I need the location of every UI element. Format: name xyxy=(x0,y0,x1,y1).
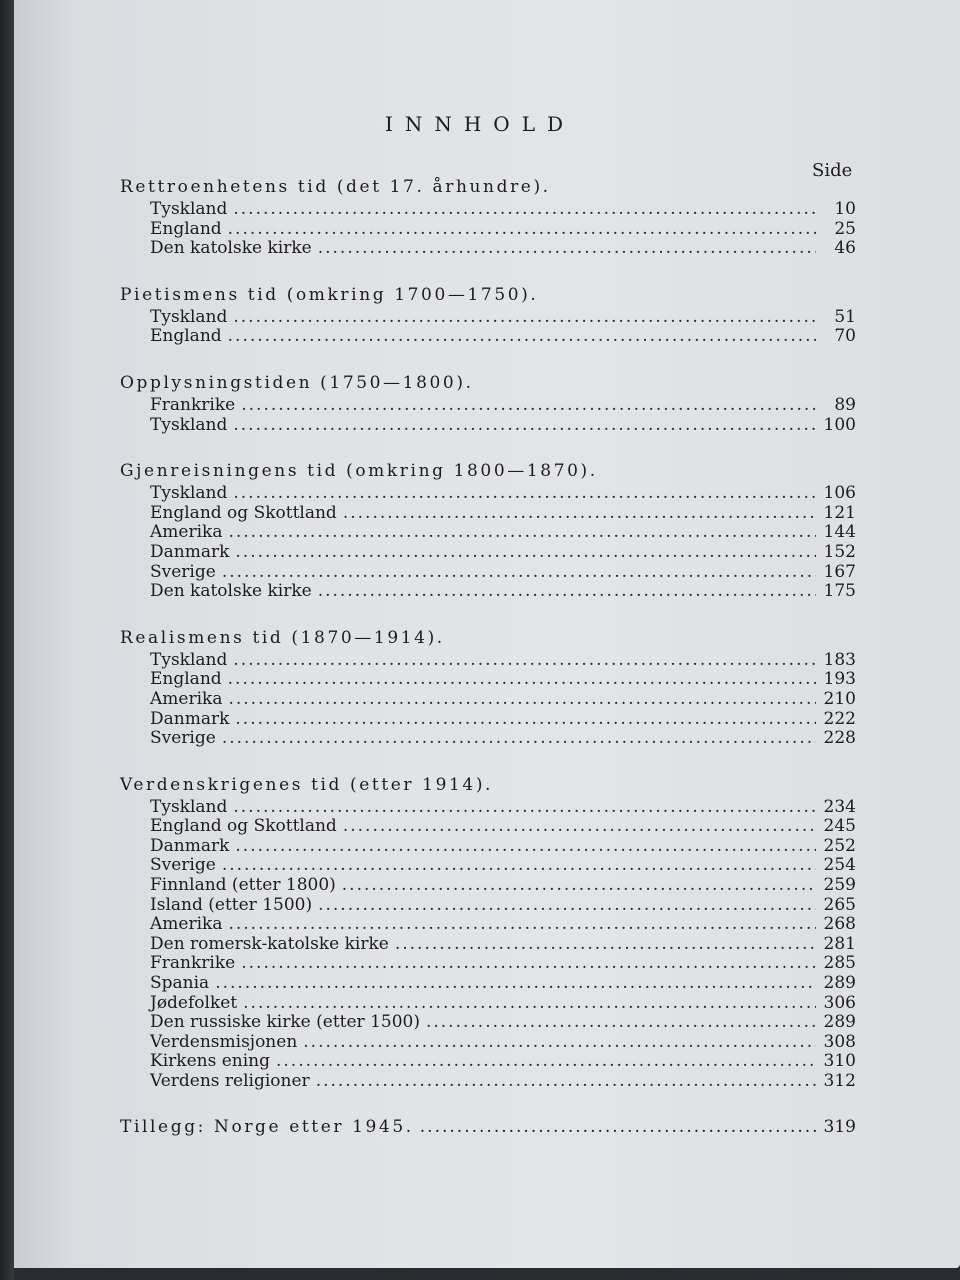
entry-label: Tyskland xyxy=(150,649,228,670)
entry-page-number: 285 xyxy=(823,953,856,974)
entry-page-number: 312 xyxy=(823,1071,856,1091)
entry-page-number: 259 xyxy=(823,875,856,896)
dot-leader xyxy=(233,651,816,671)
toc-section xyxy=(120,772,856,1092)
toc-entry xyxy=(120,582,856,602)
entry-page-number: 310 xyxy=(823,1051,856,1072)
entry-label: Sverige xyxy=(150,561,216,582)
entry-label: Den katolske kirke xyxy=(150,581,312,602)
dot-leader xyxy=(215,974,816,994)
dot-leader xyxy=(235,710,816,730)
dot-leader xyxy=(343,817,816,837)
dot-leader xyxy=(228,327,816,347)
entry-page-number: 144 xyxy=(823,522,856,543)
entry-label: Amerika xyxy=(150,522,223,543)
entry-label: England og Skottland xyxy=(150,816,337,837)
entry-label: Tyskland xyxy=(150,483,228,504)
toc-entry xyxy=(120,710,856,730)
entry-label: Kirkens ening xyxy=(150,1051,270,1072)
dot-leader xyxy=(395,935,816,955)
toc-entry xyxy=(120,543,856,563)
toc-entry xyxy=(120,1033,856,1053)
toc-entry xyxy=(120,220,856,240)
toc-entry xyxy=(120,504,856,524)
entry-page-number: 183 xyxy=(823,649,856,670)
toc-appendix-entry xyxy=(120,1115,856,1139)
entry-label: Verdensmisjonen xyxy=(150,1031,298,1052)
dot-leader xyxy=(420,1115,816,1139)
toc-entry xyxy=(120,484,856,504)
dot-leader xyxy=(318,239,816,259)
entry-page-number: 167 xyxy=(823,561,856,582)
entry-label: Danmark xyxy=(150,541,230,562)
entry-page-number: 281 xyxy=(823,933,856,954)
section-title: Rettroenhetens tid (det 17. århundre). xyxy=(120,177,551,197)
section-title: Pietismens tid (omkring 1700—1750). xyxy=(120,284,539,305)
appendix-label: Tillegg: Norge etter 1945. xyxy=(120,1116,414,1137)
toc-entry xyxy=(120,416,856,436)
dot-leader xyxy=(233,416,816,436)
section-title: Opplysningstiden (1750—1800). xyxy=(120,372,474,393)
entry-page-number: 89 xyxy=(834,394,856,415)
entry-page-number: 193 xyxy=(823,669,856,690)
entry-label: England og Skottland xyxy=(150,502,337,523)
entry-label: Danmark xyxy=(150,708,230,729)
toc-entry xyxy=(120,308,856,328)
entry-page-number: 46 xyxy=(834,238,856,259)
entry-page-number: 268 xyxy=(823,914,856,935)
dot-leader xyxy=(426,1013,816,1033)
entry-label: England xyxy=(150,326,222,347)
entry-page-number: 306 xyxy=(823,992,856,1013)
side-column-label: Side xyxy=(812,160,853,181)
entry-label: Sverige xyxy=(150,728,216,749)
entry-label: Island (etter 1500) xyxy=(150,894,313,915)
dot-leader xyxy=(243,994,816,1014)
section-title: Realismens tid (1870—1914). xyxy=(120,627,445,648)
entry-page-number: 106 xyxy=(823,483,856,504)
toc-entry xyxy=(120,817,856,837)
dot-leader xyxy=(235,543,816,563)
toc-entry xyxy=(120,798,856,818)
dot-leader xyxy=(343,504,816,524)
toc-section xyxy=(120,174,856,259)
toc-entry xyxy=(120,729,856,749)
toc-entry xyxy=(120,994,856,1014)
dot-leader xyxy=(342,876,816,896)
entry-page-number: 228 xyxy=(823,728,856,749)
entry-label: Amerika xyxy=(150,688,223,709)
dot-leader xyxy=(228,220,816,240)
toc-entry xyxy=(120,974,856,994)
toc-entry xyxy=(120,523,856,543)
toc-entry xyxy=(120,837,856,857)
page-heading: INNHOLD xyxy=(384,112,576,136)
entry-page-number: 245 xyxy=(823,816,856,837)
entry-page-number: 25 xyxy=(834,218,856,239)
toc-entry xyxy=(120,915,856,935)
entry-page-number: 289 xyxy=(823,1012,856,1033)
dot-leader xyxy=(228,915,816,935)
entry-page-number: 51 xyxy=(834,306,856,327)
toc-entry xyxy=(120,876,856,896)
dot-leader xyxy=(233,308,816,328)
entry-page-number: 210 xyxy=(823,688,856,709)
dot-leader xyxy=(228,670,816,690)
entry-page-number: 308 xyxy=(823,1031,856,1052)
entry-page-number: 289 xyxy=(823,973,856,994)
entry-label: Tyskland xyxy=(150,199,228,219)
toc-entry xyxy=(120,651,856,671)
dot-leader xyxy=(228,523,816,543)
toc-entry xyxy=(120,563,856,583)
entry-page-number: 70 xyxy=(834,326,856,347)
toc-entry xyxy=(120,239,856,259)
toc-entry xyxy=(120,1013,856,1033)
book-spine-edge xyxy=(0,0,14,1280)
toc-section xyxy=(120,370,856,435)
appendix-page-number: 319 xyxy=(823,1116,856,1137)
toc-entry xyxy=(120,690,856,710)
dot-leader xyxy=(233,484,816,504)
entry-label: Den romersk-katolske kirke xyxy=(150,933,389,954)
entry-label: Spania xyxy=(150,973,210,994)
entry-page-number: 152 xyxy=(823,541,856,562)
toc-entry xyxy=(120,396,856,416)
dot-leader xyxy=(276,1052,816,1072)
dot-leader xyxy=(222,563,816,583)
entry-label: Verdens religioner xyxy=(150,1071,310,1091)
dot-leader xyxy=(233,200,816,220)
dot-leader xyxy=(316,1072,816,1092)
entry-label: Frankrike xyxy=(150,953,236,974)
dot-leader xyxy=(228,690,816,710)
entry-label: Tyskland xyxy=(150,306,228,327)
toc-section xyxy=(120,625,856,749)
dot-leader xyxy=(318,582,816,602)
dot-leader xyxy=(241,396,816,416)
entry-label: Tyskland xyxy=(150,796,228,817)
entry-label: England xyxy=(150,669,222,690)
entry-label: Tyskland xyxy=(150,414,228,435)
entry-page-number: 175 xyxy=(823,581,856,602)
toc-entry xyxy=(120,896,856,916)
entry-label: Frankrike xyxy=(150,394,236,415)
dot-leader xyxy=(222,856,816,876)
toc-entry xyxy=(120,670,856,690)
toc-entry xyxy=(120,327,856,347)
entry-page-number: 222 xyxy=(823,708,856,729)
entry-label: Den katolske kirke xyxy=(150,238,312,259)
toc-entry xyxy=(120,200,856,220)
entry-label: Finnland (etter 1800) xyxy=(150,875,336,896)
entry-page-number: 234 xyxy=(823,796,856,817)
entry-label: England xyxy=(150,218,222,239)
entry-label: Den russiske kirke (etter 1500) xyxy=(150,1012,420,1033)
table-of-contents xyxy=(120,174,856,1139)
entry-label: Sverige xyxy=(150,855,216,876)
entry-label: Jødefolket xyxy=(150,992,238,1013)
dot-leader xyxy=(233,798,816,818)
entry-page-number: 254 xyxy=(823,855,856,876)
toc-entry xyxy=(120,856,856,876)
entry-page-number: 265 xyxy=(823,894,856,915)
dot-leader xyxy=(222,729,816,749)
entry-label: Amerika xyxy=(150,914,223,935)
entry-page-number: 121 xyxy=(823,502,856,523)
toc-entry xyxy=(120,935,856,955)
toc-entry xyxy=(120,954,856,974)
toc-section xyxy=(120,282,856,347)
dot-leader xyxy=(318,896,816,916)
section-title: Verdenskrigenes tid (etter 1914). xyxy=(120,774,494,795)
entry-label: Danmark xyxy=(150,835,230,856)
toc-entry xyxy=(120,1052,856,1072)
toc-section xyxy=(120,458,856,602)
toc-entry xyxy=(120,1072,856,1092)
section-title: Gjenreisningens tid (omkring 1800—1870). xyxy=(120,461,598,482)
entry-page-number: 100 xyxy=(823,414,856,435)
entry-page-number: 252 xyxy=(823,835,856,856)
dot-leader xyxy=(303,1033,816,1053)
dot-leader xyxy=(241,954,816,974)
dot-leader xyxy=(235,837,816,857)
entry-page-number: 10 xyxy=(834,199,856,219)
